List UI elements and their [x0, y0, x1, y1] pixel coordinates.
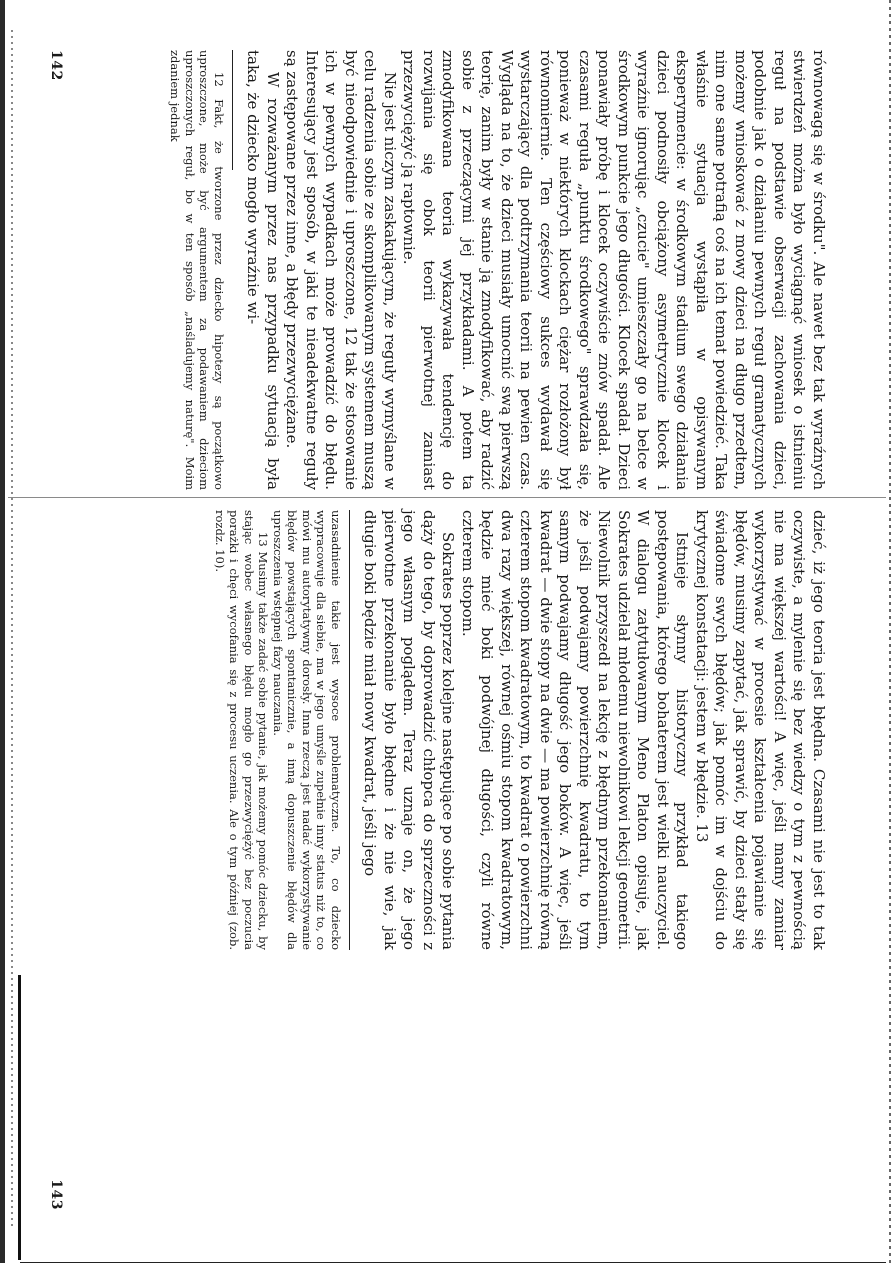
page-143: [48, 510, 828, 1210]
page-142: [48, 50, 828, 490]
paragraph: Istnieje słynny historyczny przykład takiego postępowania, którego bohaterem jest wielki nauczyciel. W dialogu zatytułowanym Meno Platon opisuje, jak Sokrates udzielał młodemu niewolnikowi lekcji geometrii. Niewolnik przyszedł na lekcję z błędnym przekonaniem, że jeśli podwajamy powierzchnię kwadratu, to tym samym podwajamy długość jego boków. A więc, jeśli kwadrat — dwie stopy na dwie — ma powierzchnię równą czterem stopom kwadratowym, to kwadrat o powierzchni dwa razy większej, równej ośmiu stopom kwadratowym, będzie mieć boki podwójnej długości, czyli równe czterem stopom.: [459, 510, 692, 950]
page-number: 142: [48, 50, 64, 81]
paragraph: Sokrates poprzez kolejne następujące po sobie pytania dąży do tego, by doprowadzić chłopca do sprzeczności z jego własnym poglądem. Teraz uznaje on, że jego pierwotne przekonanie było błędne i że nie wie, jak długie boki będzie miał nowy kwadrat, jeśli jego: [361, 510, 458, 950]
scan-dots: [11, 30, 13, 1230]
footnote: uzasadnienie takie jest wysoce problematyczne. To, co dziecko wypracowuje dla siebie, ma w jego umyśle zupełnie inny status niż to, co mówi mu autorytatywny dorosły. Inna rzeczą jest nadać wykorzystywanie błędów powstających spontanicznie, a inną dopuszczenie błędów dla uproszczenia wstępnej fazy nauczania.: [271, 510, 343, 950]
page-142-column: [168, 50, 828, 490]
paragraph: W rozważanym przez nas przypadku sytuacją była taka, że dziecko mogło wyraźnie wi-: [244, 50, 282, 490]
footnote: 13 Musimy także zadać sobie pytanie, jak możemy pomóc dziecku, by stając wobec własnego błędu mogło go przezwyciężyć bez poczucia porażki i chęci wycofania się z procesu uczenia. Ale o tym później (zob. rozdz. 10).: [213, 510, 271, 950]
scan-right-edge: [889, 0, 891, 1263]
page-143-footnotes: [213, 510, 344, 950]
page-142-footnotes: [168, 50, 226, 490]
page-143-body: [360, 510, 828, 950]
page-fold-line: [8, 497, 886, 498]
paragraph: dzieć, iż jego teoria jest błędna. Czasami nie jest to tak oczywiste, a mylenie się bez wiedzy o tym z pewnością nie ma większej wartości! A więc, jeśli mamy zamiar wykorzystywać w procesie kształcenia pojawianie się błędów, musimy zapytać, jak sprawić, by dzieci stały się świadome swych błędów; jak pomóc im w dojściu do krytycznej konstatacji: jestem w błędzie. 13: [693, 510, 828, 950]
paragraph: równowagą się w środku". Ale nawet bez tak wyraźnych stwierdzeń można było wyciągnąć wniosek o istnieniu reguł na podstawie obserwacji zachowania dzieci, podobnie jak o działaniu pewnych reguł gramatycznych możemy wnioskować z mowy dzieci na długo przedtem, nim one same potrafią coś na ich temat powiedzieć. Taka właśnie sytuacja wystąpiła w opisywanym eksperymencie: w środkowym stadium swego działania dzieci podnosiły obciążony asymetrycznie klocek i wyraźnie ignorując „czucie" umieszczały go na belce w środkowym punkcie jego długości. Klocek spadał. Dzieci ponawiały próbę i klocek oczywiście znów spadał. Ale czasami reguła „punktu środkowego" sprawdzała się, ponieważ w niektórych klockach ciężar rozłożony był równomiernie. Ten częściowy sukces wydawał się wystarczający dla podtrzymania teorii na pewien czas. Wygląda na to, że dzieci musiały umocnić swą pierwszą teorię, zanim były w stanie ją zmodyfikować, aby radzić sobie z przeczącymi jej przykładami. A potem ta zmodyfikowana teoria wykazywała tendencję do rozwijania się obok teorii pierwotnej zamiast przezwyciężyć ją raptownie.: [400, 50, 828, 490]
footnote: 12 Fakt, że tworzone przez dziecko hipotezy są początkowo uproszczone, może być argumentem za podawaniem dzieciom uproszczonych reguł, bo w ten sposób „naśladujemy naturę". Moim zdaniem jednak: [168, 50, 226, 490]
page-number: 143: [48, 1179, 64, 1210]
page-142-body: [243, 50, 828, 490]
page-143-column: [213, 510, 829, 1210]
footnote-rule: [349, 510, 350, 950]
scan-corner-mark: [18, 975, 21, 1260]
footnote-rule: [232, 50, 233, 170]
paragraph: Nie jest niczym zaskakującym, że reguły wymyślane w celu radzenia sobie ze skomplikowanym systemem muszą być nieodpowiednie i uproszczone, 12 tak że stosowanie ich w pewnych wypadkach może prowadzić do błędu. Interesujący jest sposób, w jaki te nieadekwatne reguły są zastępowane przez inne, a błędy przezwyciężane.: [283, 50, 399, 490]
